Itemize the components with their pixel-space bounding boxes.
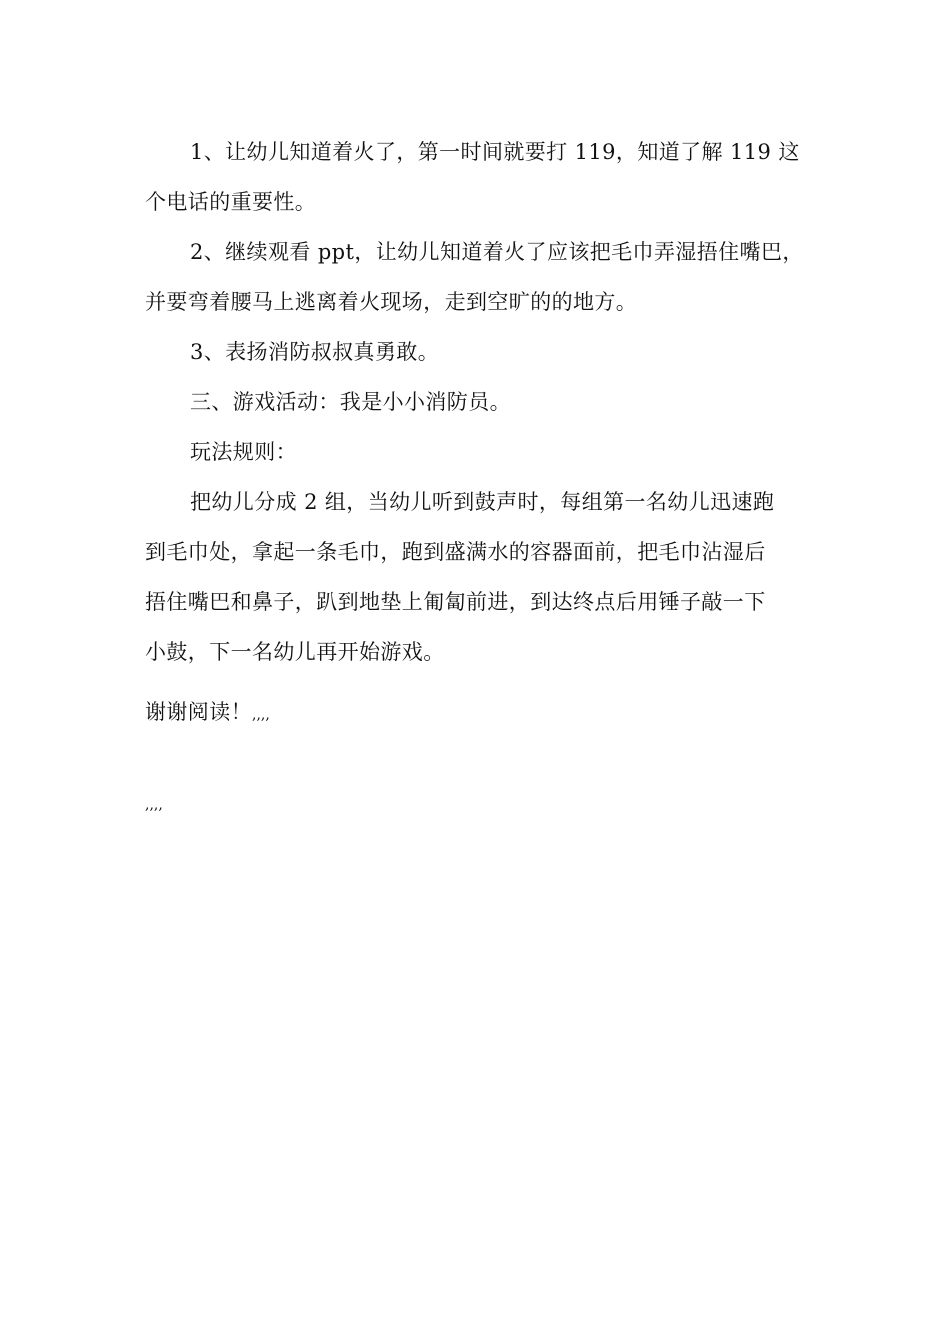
paragraph-line-5: 3、表扬消防叔叔真勇敢。 bbox=[190, 340, 440, 364]
section-heading: 三、游戏活动：我是小小消防员。 bbox=[190, 390, 511, 414]
closing-text: 谢谢阅读！ bbox=[145, 700, 252, 724]
paragraph-line-4: 并要弯着腰马上逃离着火现场，走到空旷的的地方。 bbox=[145, 290, 638, 314]
paragraph-line-2: 个电话的重要性。 bbox=[145, 190, 317, 214]
footer-marks: ,,,, bbox=[145, 797, 163, 813]
paragraph-line-8: 把幼儿分成 2 组，当幼儿听到鼓声时，每组第一名幼儿迅速跑 bbox=[190, 490, 775, 514]
paragraph-line-10: 捂住嘴巴和鼻子，趴到地垫上匍匐前进，到达终点后用锤子敲一下 bbox=[145, 590, 766, 614]
paragraph-line-1: 1、让幼儿知道着火了，第一时间就要打 119，知道了解 119 这 bbox=[190, 140, 800, 164]
closing-line bbox=[145, 697, 270, 730]
rules-heading: 玩法规则： bbox=[190, 440, 297, 464]
paragraph-line-9: 到毛巾处，拿起一条毛巾，跑到盛满水的容器面前，把毛巾沾湿后 bbox=[145, 540, 766, 564]
closing-marks: ,,,, bbox=[252, 707, 270, 723]
paragraph-line-3: 2、继续观看 ppt，让幼儿知道着火了应该把毛巾弄湿捂住嘴巴， bbox=[190, 240, 804, 264]
paragraph-line-11: 小鼓，下一名幼儿再开始游戏。 bbox=[145, 640, 445, 664]
